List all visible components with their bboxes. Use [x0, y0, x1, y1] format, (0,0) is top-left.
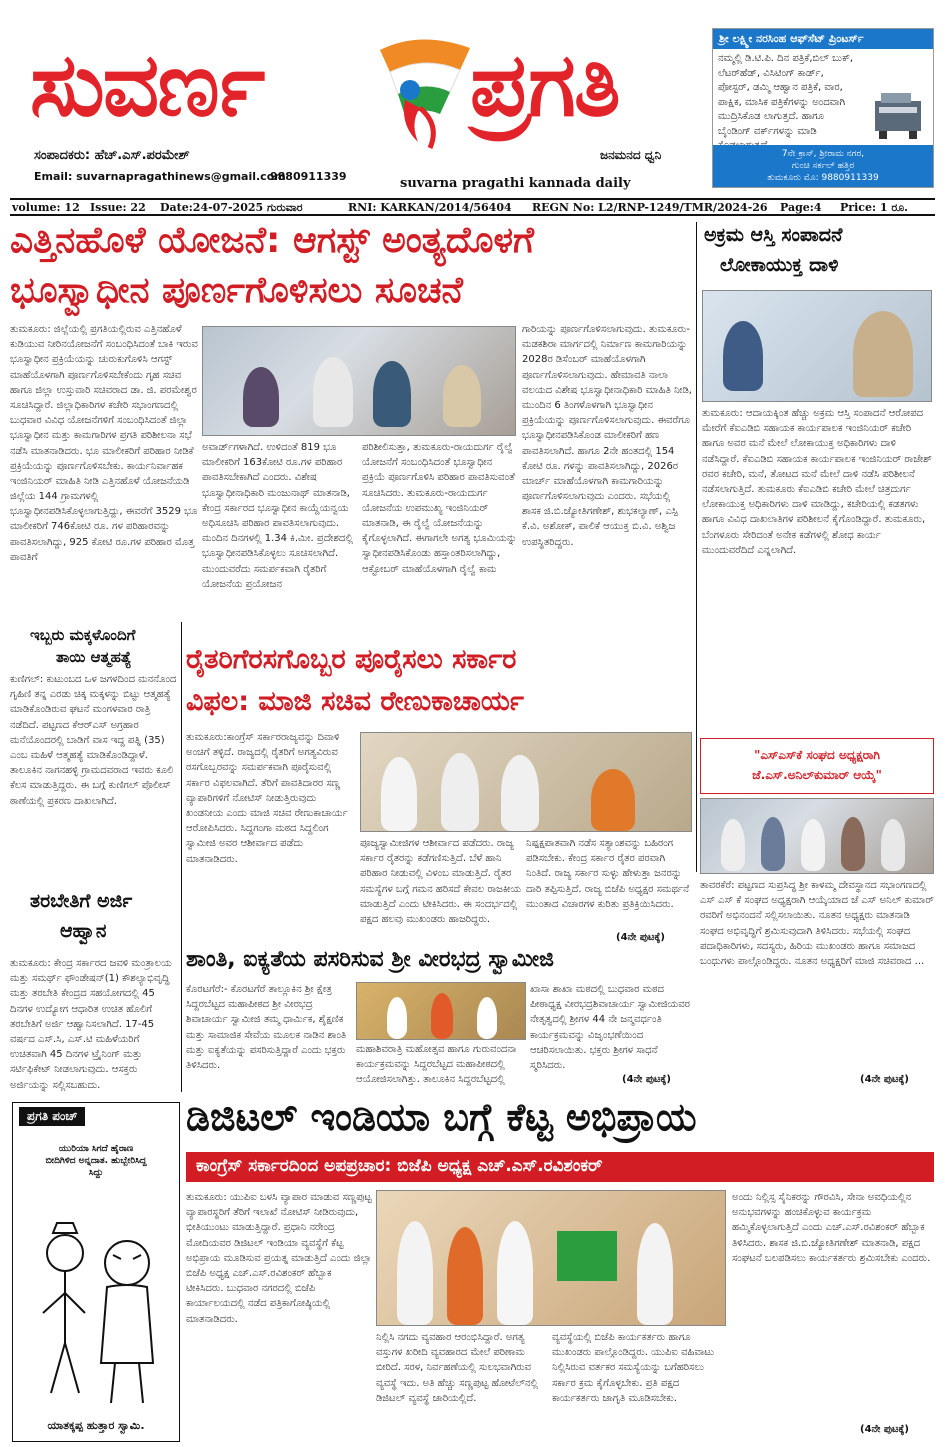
- phone-number: 9880911339: [270, 170, 347, 183]
- digital-column-2: ನಿಲ್ಲಿಸಿ ನಗದು ವ್ಯವಹಾರ ಆರಂಭಿಸಿದ್ದಾರೆ. ಅಗತ್ಯ ವಸ್ತುಗಳ ಖರೀದಿ ವ್ಯವಹಾರದ ಮೇಲೆ ಪರಿಣಾಮ ಬೀರಿದೆ. ಸರಳ, ನಿರ್ವಹಣೆಯಲ್ಲಿ ಸುಲಭವಾಗಿರುವ ವ್ಯವಸ್ಥೆ ಇದು. ಅತಿ ಹೆಚ್ಚು ಸಣ್ಣಪುಟ್ಟ ಹೋಟೆಲ್‌ನಲ್ಲಿ ಡಿಜಿಟಲ್ ವ್ಯವಸ್ಥೆ ಜಾರಿಯಲ್ಲಿದೆ.: [376, 1332, 538, 1404]
- digital-bjp-photo: [376, 1190, 726, 1326]
- logo-pragathi: ಪ್ರಗತಿ: [470, 32, 619, 136]
- digital-headline: ಡಿಜಿಟಲ್ ಇಂಡಿಯಾ ಬಗ್ಗೆ ಕೆಟ್ಟ ಅಭಿಪ್ರಾಯ: [186, 1095, 697, 1139]
- printing-machine-icon: [871, 87, 925, 141]
- cartoon-caption: ಯಾತಕ್ಕಪ್ಪ ಹುತ್ತಾರ ಸ್ವಾಮಿ.: [47, 1419, 145, 1432]
- swamiji-photo: [356, 982, 526, 1040]
- ad-contact: ತುಮಕೂರು ಮೊ: 9880911339: [767, 172, 879, 183]
- price: Price: 1 ರೂ.: [840, 201, 908, 214]
- training-body: ತುಮಕೂರು: ಕೇಂದ್ರ ಸರ್ಕಾರದ ಜವಳಿ ಮಂತ್ರಾಲಯ ಮತ್ತು ಸಮರ್ಥ್ ಫೌಂಡೇಷನ್(1) ಕೌಶಲ್ಯಾಭಿವೃದ್ಧಿ ಮತ್ತು ತರಬೇತಿ ಕೇಂದ್ರದ ಸಹಯೋಗದಲ್ಲಿ 45 ದಿನಗಳ ಉದ್ಯೋಗ ಆಧಾರಿತ ಉಚಿತ ಹೊಲಿಗೆ ತರಬೇತಿಗೆ ಅರ್ಜಿ ಆಹ್ವಾನಿಸಲಾಗಿದೆ. 17-45 ವರ್ಷದ ಎಸ್.ಸಿ, ಎಸ್.ಟಿ ಮಹಿಳೆಯರಿಗೆ ಉಚಿತವಾಗಿ 45 ದಿನಗಳ ಟ್ರೈನಿಂಗ್ ಮತ್ತು ಸರ್ಟಿಫಿಕೇಟ್ ನೀಡಲಾಗುವುದು. ಆಸಕ್ತರು ಅರ್ಜಿಯನ್ನು ಸಲ್ಲಿಸಬಹುದು.: [10, 958, 172, 1091]
- lead-column-4: ಗಾರಿಯನ್ನು ಪೂರ್ಣಗೊಳಿಸಲಾಗುವುದು. ತುಮಕೂರು-ಮಡಕಶಿರಾ ಮಾರ್ಗದಲ್ಲಿ ನಿರ್ಮಾಣ ಕಾಮಗಾರಿಯನ್ನು 2028ರ ಡಿಸೆಂಬರ್ ಮಾಹೆಯೊಳಗಾಗಿ ಪೂರ್ಣಗೊಳಿಸಲಾಗುವುದು. ಹೇಮಾವತಿ ನಾಲಾ ವಲಯದ ವಿಶೇಷ ಭೂಸ್ವಾಧೀನಾಧಿಕಾರಿ ಮಾಹಿತಿ ನೀಡಿ, ಮುಂದಿನ 6 ತಿಂಗಳೊಳಗಾಗಿ ಭೂಸ್ವಾಧೀನ ಪ್ರಕ್ರಿಯೆಯನ್ನು ಪೂರ್ಣಗೊಳಿಸಲಾಗುವುದು. ಈವರೆಗೂ ಭೂಸ್ವಾಧೀನಪಡಿಸಿಕೊಂಡ ಮಾಲೀಕರಿಗೆ ಹಣ ಪಾವತಿಸಲಾಗಿದೆ. ಹಾಗೂ 2ನೇ ಹಂತದಲ್ಲಿ 154 ಕೋಟಿ ರೂ. ಗಳನ್ನು ಪಾವತಿಸಲಾಗಿದ್ದು, 2026ರ ಮಾರ್ಚ್ ಮಾಹೆಯೊಳಗಾಗಿ ಕಾಮಗಾರಿಯನ್ನು ಪೂರ್ಣಗೊಳಿಸಲಾಗುವುದು ಎಂದರು. ಸಭೆಯಲ್ಲಿ ಶಾಸಕ ಜಿ.ಬಿ.ಜ್ಯೋತಿಗಣೇಶ್, ಶುಭಕಲ್ಯಾಣ್, ಎಸ್ಪಿ ಕೆ.ವಿ. ಅಶೋಕ್, ಪಾಲಿಕೆ ಆಯುಕ್ತ ಬಿ.ವಿ. ಅಶ್ವಿಜ ಉಪಸ್ಥಿತರಿದ್ದರು.: [522, 324, 692, 548]
- sss-headline-box: [700, 738, 934, 794]
- sss-headline-line-2: ಜೆ.ಎಸ್.ಅನಿಲ್‌ಕುಮಾರ್ ಆಯ್ಕೆ": [752, 768, 882, 783]
- sidebar-divider: [181, 622, 182, 1092]
- printer-advertisement: [712, 28, 934, 188]
- swamiji-column-3: ಖಾಸಾ ಶಾಖಾ ಮಠದಲ್ಲಿ ಬುಧವಾರ ಮಠದ ಪೀಠಾಧ್ಯಕ್ಷ ವೀರಭದ್ರಶಿವಾಚಾರ್ಯ ಸ್ವಾಮೀಜಿಯವರ ನೇತೃತ್ವದಲ್ಲಿ ಶ್ರೀಗಳ 44 ನೇ ಜನ್ಮವರ್ಧಂತಿ ಕಾರ್ಯಕ್ರಮವನ್ನು ವಿಜೃಂಭಣೆಯಿಂದ ಆಚರಿಸಲಾಯಿತು. ಭಕ್ತರು ಶ್ರೀಗಳ ಸಾಧನೆ ಸ್ಮರಿಸಿದರು.: [530, 984, 690, 1071]
- ad-footer: [713, 145, 933, 187]
- swamiji-continued: (4ನೇ ಪುಟಕ್ಕೆ): [622, 1074, 671, 1085]
- masthead: [0, 0, 945, 198]
- farmers-headline-line-1: ರೈತರಿಗೆರಸಗೊಬ್ಬರ ಪೂರೈಸಲು ಸರ್ಕಾರ: [186, 644, 517, 675]
- logo-suvarna: ಸುವರ್ಣ: [30, 32, 264, 136]
- digital-column-3: ವ್ಯವಸ್ಥೆಯಲ್ಲಿ ಬಿಜೆಪಿ ಕಾರ್ಯಕರ್ತರು ಹಾಗೂ ಮುಖಂಡರು ಪಾಲ್ಗೊಂಡಿದ್ದರು. ಯುಪಿಐ ವಹಿವಾಟು ನಿಲ್ಲಿಸಿರುವ ವರ್ತಕರ ಸಮಸ್ಯೆಯನ್ನು ಬಗೆಹರಿಸಲು ಸರ್ಕಾರ ಕ್ರಮ ಕೈಗೊಳ್ಳಬೇಕು. ಪ್ರತಿ ಪಕ್ಷದ ಕಾರ್ಯಕರ್ತರು ಜಾಗೃತಿ ಮೂಡಿಸಬೇಕು.: [552, 1332, 715, 1404]
- tagline-kannada: ಜನಮನದ ಧ್ವನಿ: [600, 148, 662, 162]
- ad-title: ಶ್ರೀ ಲಕ್ಷ್ಮೀ ನರಸಿಂಹ ಆಫ್‌ಸೆಟ್ ಪ್ರಿಂಟರ್ಸ್: [713, 29, 933, 49]
- suicide-headline-line-1: ಇಬ್ಬರು ಮಕ್ಕಳೊಂದಿಗೆ: [30, 626, 136, 644]
- page-number: Page:4: [780, 201, 822, 214]
- digital-subhead: ಕಾಂಗ್ರೆಸ್ ಸರ್ಕಾರದಿಂದ ಅಪಪ್ರಚಾರ: ಬಿಜೆಪಿ ಅಧ್ಯಕ್ಷ ಎಚ್.ಎಸ್.ರವಿಶಂಕರ್: [186, 1152, 934, 1182]
- tagline-english: suvarna pragathi kannada daily: [400, 176, 631, 191]
- digital-column-4: ಅಂದು ನಿಲ್ಲಿಸ್ಸ ಸೈನಿಕರನ್ನು ಗೌರವಿಸಿ, ಸೇನಾ ಅವಧಿಯಲ್ಲಿನ ಅನುಭವಗಳನ್ನು ಹಂಚಿಕೊಳ್ಳುವ ಕಾರ್ಯಕ್ರಮ ಹಮ್ಮಿಕೊಳ್ಳಲಾಗುತ್ತಿದೆ ಎಂದು ಎಚ್.ಎಸ್.ರವಿಶಂಕರ್ ಹೆಬ್ಬಾಕ ತಿಳಿಸಿದರು. ಶಾಸಕ ಜಿ.ಬಿ.ಜ್ಯೋತಿಗಣೇಶ್ ಮಾತನಾಡಿ, ಪಕ್ಷದ ಸಂಘಟನೆ ಬಲಪಡಿಸಲು ಕಾರ್ಯಕರ್ತರು ಶ್ರಮಿಸಬೇಕು ಎಂದರು.: [732, 1192, 931, 1264]
- farmers-photo: [360, 732, 692, 832]
- lead-column-1: ತುಮಕೂರು: ಜಿಲ್ಲೆಯಲ್ಲಿ ಪ್ರಗತಿಯಲ್ಲಿರುವ ಎತ್ತಿನಹೊಳೆ ಕುಡಿಯುವ ನೀರಿನಯೋಜನೆಗೆ ಸಂಬಂಧಿಸಿದಂತೆ ಬಾಕಿ ಇರುವ ಭೂಸ್ವಾಧೀನ ಪ್ರಕ್ರಿಯೆಯನ್ನು ಚುರುಕುಗೊಳಿಸಿ ಆಗಸ್ಟ್ ಮಾಹೆಯೊಳಗಾಗಿ ಪೂರ್ಣಗೊಳಿಸಬೇಕೆಂದು ಗೃಹ ಸಚಿವ ಹಾಗೂ ಜಿಲ್ಲಾ ಉಸ್ತುವಾರಿ ಸಚಿವರಾದ ಡಾ. ಜಿ. ಪರಮೇಶ್ವರ ಸೂಚಿಸಿದ್ದಾರೆ. ಜಿಲ್ಲಾಧಿಕಾರಿಗಳ ಕಚೇರಿ ಸಭಾಂಗಣದಲ್ಲಿ ಬುಧವಾರ ವಿವಿಧ ಯೋಜನೆಗಳಿಗೆ ಸಂಬಂಧಿಸಿದಂತೆ ಜಿಲ್ಲಾ ಭೂಸ್ವಾಧೀನ ಮತ್ತು ಕಾಮಗಾರಿಗಳ ಪ್ರಗತಿ ಪರಿಶೀಲನಾ ಸಭೆ ನಡೆಸಿ ಮಾತನಾಡಿದರು. ಭೂ ಮಾಲೀಕರಿಗೆ ಪರಿಹಾರ ನೀಡಿಕೆ ಪ್ರಕ್ರಿಯೆಯನ್ನು ಪೂರ್ಣಗೊಳಿಸಬೇಕು. ಕಾರ್ಯನಿರ್ವಾಹಕ ಇಂಜಿನಿಯರ್ ಮಾಹಿತಿ ನೀಡಿ ಎತ್ತಿನಹೊಳೆ ಯೋಜನೆಯಡಿ ಜಿಲ್ಲೆಯ 144 ಗ್ರಾಮಗಳಲ್ಲಿ ಭೂಸ್ವಾಧೀನಪಡಿಸಿಕೊಳ್ಳಲಾಗುತ್ತಿದ್ದು, ಈವರೆಗೆ 3529 ಭೂ ಮಾಲೀಕರಿಗೆ 746ಕೋಟಿ ರೂ. ಗಳ ಪರಿಹಾರವನ್ನು ಪಾವತಿಸಲಾಗಿದ್ದು, 925 ಕೋಟಿ ರೂ.ಗಳ ಪರಿಹಾರ ಮೊತ್ತ ಪಾವತಿಗೆ: [10, 324, 198, 563]
- rni-number: RNI: KARKAN/2014/56404: [348, 201, 512, 214]
- cartoon-speech: ಯುರಿಯಾ ಸಿಗದೆ ಹೈರಾಣ ಬೀದಿಗಿಳಿದ ಅನ್ನದಾತ. ಹುಬ್ಬೇರಿಸಿದ್ದ ಸಿದ್ದು: [45, 1144, 147, 1179]
- sss-headline-line-1: "ಎಸ್‌ಎಸ್‌ಕೆ ಸಂಘದ ಅಧ್ಯಕ್ಷರಾಗಿ: [754, 748, 880, 762]
- ad-address-1: 7ನೇ ಕ್ರಾಸ್, ಶ್ರೀರಾಮ ನಗರ,: [781, 148, 865, 159]
- pragathi-punch-cartoon: [12, 1102, 180, 1442]
- farmers-column-2: ಪೂಜ್ಯಸ್ವಾಮೀಜಿಗಳ ಆಶೀರ್ವಾದ ಪಡೆದರು. ರಾಜ್ಯ ಸರ್ಕಾರ ರೈತರನ್ನು ಕಡೆಗಣಿಸುತ್ತಿದೆ. ಬೆಳೆ ಹಾನಿ ಪರಿಹಾರ ನೀಡುವಲ್ಲಿ ವಿಳಂಬ ಮಾಡುತ್ತಿದೆ. ರೈತರ ಸಮಸ್ಯೆಗಳ ಬಗ್ಗೆ ಗಮನ ಹರಿಸದೆ ಕೇವಲ ರಾಜಕೀಯ ಮಾಡುತ್ತಿದೆ ಎಂದು ಟೀಕಿಸಿದರು. ಈ ಸಂದರ್ಭದಲ್ಲಿ ಪಕ್ಷದ ಹಲವು ಮುಖಂಡರು ಹಾಜರಿದ್ದರು.: [360, 838, 522, 925]
- swamiji-column-1: ಕೊರಟಗೆರೆ:- ಕೊರಟಗೆರೆ ತಾಲ್ಲೂಕಿನ ಶ್ರೀ ಕ್ಷೇತ್ರ ಸಿದ್ದರಬೆಟ್ಟದ ಮಹಾಪೀಠದ ಶ್ರೀ ವೀರಭದ್ರ ಶಿವಾಚಾರ್ಯ ಸ್ವಾಮೀಜಿ ತಮ್ಮ ಧಾರ್ಮಿಕ, ಶೈಕ್ಷಣಿಕ ಮತ್ತು ಸಾಮಾಜಿಕ ಸೇವೆಯ ಮೂಲಕ ನಾಡಿನ ಶಾಂತಿ ಮತ್ತು ಐಕ್ಯತೆಯನ್ನು ಪಸರಿಸುತ್ತಿದ್ದಾರೆ ಎಂದು ಭಕ್ತರು ತಿಳಿಸಿದರು.: [186, 984, 347, 1071]
- suicide-body: ಕುಣಿಗಲ್: ಕುಟುಂಬದ ಒಳ ಜಗಳದಿಂದ ಮನನೊಂದ ಗೃಹಿಣಿ ತನ್ನ ಎರಡು ಚಿಕ್ಕ ಮಕ್ಕಳನ್ನು ಬಿಟ್ಟು ಆತ್ಮಹತ್ಯೆ ಮಾಡಿಕೊಂಡಿರುವ ಘಟನೆ ಮಂಗಳವಾರ ರಾತ್ರಿ ನಡೆದಿದೆ. ಪಟ್ಟಣದ ಕೆಆರ್‌ಎಸ್ ಅಗ್ರಹಾರ ಮನೆಯೊಂದರಲ್ಲಿ ಬಾಡಿಗೆ ವಾಸ ಇದ್ದ ಪತ್ನಿ (35) ಎಂಬ ಮಹಿಳೆ ಆತ್ಮಹತ್ಯೆ ಮಾಡಿಕೊಂಡಿದ್ದಾಳೆ. ತಾಲೂಕಿನ ನಾಗನಹಳ್ಳಿ ಗ್ರಾಮದವರಾದ ಇವರು ಕೂಲಿ ಕೆಲಸ ಮಾಡುತ್ತಿದ್ದರು. ಈ ಬಗ್ಗೆ ಕುಣಿಗಲ್ ಪೊಲೀಸ್ ಠಾಣೆಯಲ್ಲಿ ಪ್ರಕರಣ ದಾಖಲಾಗಿದೆ.: [10, 674, 177, 807]
- suicide-headline-line-2: ತಾಯಿ ಆತ್ಮಹತ್ಯೆ: [56, 648, 132, 666]
- ad-address-2: ಗುಂಚಿ ಸರ್ಕಲ್ ಹತ್ತಿರ: [791, 160, 855, 171]
- lokayukta-headline-line-2: ಲೋಕಾಯುಕ್ತ ದಾಳಿ: [720, 254, 839, 276]
- date: Date:24-07-2025 ಗುರುವಾರ: [160, 201, 303, 214]
- issue-info-bar: [10, 198, 935, 216]
- issue: Issue: 22: [90, 201, 146, 214]
- cartoon-figures-icon: [23, 1193, 171, 1413]
- column-divider: [696, 222, 697, 872]
- farmers-column-3: ನಿಷ್ಪಕ್ಷಪಾತವಾಗಿ ನಡೆಸ ಸತ್ಯಾಂಶವನ್ನು ಬಹಿರಂಗ ಪಡಿಸಬೇಕು. ಕೇಂದ್ರ ಸರ್ಕಾರ ರೈತರ ಪರವಾಗಿ ನಿಂತಿದೆ. ರಾಜ್ಯ ಸರ್ಕಾರ ಸುಳ್ಳು ಹೇಳುತ್ತಾ ಜನರನ್ನು ದಾರಿ ತಪ್ಪಿಸುತ್ತಿದೆ. ರಾಜ್ಯ ಬಿಜೆಪಿ ಅಧ್ಯಕ್ಷರ ಸಮರ್ಥನೆ ಮುಂತಾದ ವಿಚಾರಗಳ ಕುರಿತು ಪ್ರತಿಕ್ರಿಯಿಸಿದರು.: [526, 838, 690, 910]
- logo-emblem-icon: [370, 30, 480, 150]
- cartoon-label: ಪ್ರಗತಿ ಪಂಚ್: [19, 1107, 85, 1126]
- sss-group-photo: [700, 798, 934, 874]
- swamiji-column-2: ಮಹಾಶಿವರಾತ್ರಿ ಮಹೋತ್ಸವ ಹಾಗೂ ಗುರುವಂದನಾ ಕಾರ್ಯಕ್ರಮವನ್ನು ಸಿದ್ದರಬೆಟ್ಟದ ಮಹಾಪೀಠದಲ್ಲಿ ಆಯೋಜಿಸಲಾಗಿತ್ತು. ತಾಲೂಕಿನ ಸಿದ್ದರಬೆಟ್ಟದಲ್ಲಿ: [356, 1044, 517, 1086]
- sss-continued: (4ನೇ ಪುಟಕ್ಕೆ): [860, 1074, 909, 1085]
- training-headline-line-1: ತರಬೇತಿಗೆ ಅರ್ಜಿ: [30, 890, 133, 912]
- lokayukta-body: ತುಮಕೂರು: ಆದಾಯಕ್ಕಿಂತ ಹೆಚ್ಚು ಅಕ್ರಮ ಆಸ್ತಿ ಸಂಪಾದನೆ ಆರೋಪದ ಮೇರೆಗೆ ಕೆಐಎಡಿಬಿ ಸಹಾಯಕ ಕಾರ್ಯಪಾಲಕ ಇಂಜಿನಿಯರ್ ಕಚೇರಿ ಹಾಗೂ ಅವರ ಮನೆ ಮೇಲೆ ಲೋಕಾಯುಕ್ತ ಅಧಿಕಾರಿಗಳು ದಾಳಿ ನಡೆಸಿದ್ದಾರೆ. ಕೆಐಎಡಿಬಿ ಸಹಾಯಕ ಕಾರ್ಯಪಾಲಕ ಇಂಜಿನಿಯರ್ ರಾಜೇಶ್ ರವರ ಕಚೇರಿ, ಮನೆ, ತೋಟದ ಮನೆ ಮೇಲೆ ದಾಳಿ ನಡೆಸಿ ಪರಿಶೀಲನೆ ನಡೆಸಲಾಗುತ್ತಿದೆ. ತುಮಕೂರು ಕೆಐಎಡಿಬಿ ಕಚೇರಿ ಮೇಲೆ ಚಿತ್ರದುರ್ಗ ಲೋಕಾಯುಕ್ತ ಅಧಿಕಾರಿಗಳು ದಾಳಿ ಮಾಡಿದ್ದು, ಕಚೇರಿಯಲ್ಲಿ ಕಡತಗಳು ಹಾಗೂ ವಿವಿಧ ದಾಖಲಾತಿಗಳ ಪರಿಶೀಲನೆ ಕೈಗೊಂಡಿದ್ದಾರೆ. ತುಮಕೂರು, ಬೆಂಗಳೂರು ಸೇರಿದಂತೆ ಅನೇಕ ಕಡೆಗಳಲ್ಲಿ ಶೋಧ ಕಾರ್ಯ ಮುಂದುವರೆದಿದೆ ಎನ್ನಲಾಗಿದೆ.: [702, 408, 932, 556]
- regn-number: REGN No: L2/RNP-1249/TMR/2024-26: [532, 201, 768, 214]
- training-headline-line-2: ಆಹ್ವಾನ: [60, 920, 107, 942]
- swamiji-headline: ಶಾಂತಿ, ಐಕ್ಯತೆಯ ಪಸರಿಸುವ ಶ್ರೀ ವೀರಭದ್ರ ಸ್ವಾಮೀಜಿ: [186, 947, 554, 972]
- lead-column-2: ಅವಾರ್ಡ್‌ಗಳಾಗಿದೆ. ಉಳಿದಂತೆ 819 ಭೂ ಮಾಲೀಕರಿಗೆ 163ಕೋಟಿ ರೂ.ಗಳ ಪರಿಹಾರ ಪಾವತಿಸಬೇಕಾಗಿದೆ ಎಂದರು. ವಿಶೇಷ ಭೂಸ್ವಾಧೀನಾಧಿಕಾರಿ ಮಂಜುನಾಥ್ ಮಾತನಾಡಿ, ಕೇಂದ್ರ ಸರ್ಕಾರದ ಭೂಸ್ವಾಧೀನ ಕಾಯ್ದೆಯನ್ವಯ ಅಧಿಸೂಚಿಸಿ ಪರಿಹಾರ ಪಾವತಿಸಲಾಗುವುದು. ಮಂದಿನ ದಿನಗಳಲ್ಲಿ 1.34 ಕಿ.ಮೀ. ಪ್ರದೇಶದಲ್ಲಿ ಭೂಸ್ವಾಧೀನಪಡಿಸಿಕೊಳ್ಳಲು ಸೂಚಿಸಲಾಗಿದೆ. ಮುಂದುವರೆದು ಸಮರ್ಪಕವಾಗಿ ರೈತರಿಗೆ ಯೋಜನೆಯ ಪ್ರಯೋಜನ: [202, 442, 353, 590]
- farmers-column-1: ತುಮಕೂರು:ಕಾಂಗ್ರೆಸ್ ಸರ್ಕಾರರಾಜ್ಯವನ್ನು ದಿವಾಳಿ ಅಂಚಿಗೆ ತಳ್ಳಿದೆ. ರಾಜ್ಯದಲ್ಲಿ ರೈತರಿಗೆ ಅಗತ್ಯವಿರುವ ರಸಗೊಬ್ಬರವನ್ನು ಸಮರ್ಪಕವಾಗಿ ಪೂರೈಸುವಲ್ಲಿ ಸರ್ಕಾರ ವಿಫಲವಾಗಿದೆ. ತೆರಿಗೆ ಪಾವತಿದಾರರ ಸಣ್ಣ ವ್ಯಾಪಾರಿಗಳಿಗೆ ನೋಟಿಸ್ ನೀಡುತ್ತಿರುವುದು ಖಂಡನೀಯ ಎಂದು ಮಾಜಿ ಸಚಿವ ರೇಣುಕಾಚಾರ್ಯ ಆರೋಪಿಸಿದರು. ಸಿದ್ದಗಂಗಾ ಮಠದ ಸಿದ್ದಲಿಂಗ ಸ್ವಾಮೀಜಿ ಅವರ ಆಶೀರ್ವಾದ ಪಡೆದು ಮಾತನಾಡಿದರು.: [186, 732, 348, 865]
- email-address[interactable]: Email: suvarnapragathinews@gmail.com: [34, 170, 286, 183]
- lead-headline-line-2: ಭೂಸ್ವಾಧೀನ ಪೂರ್ಣಗೊಳಿಸಲು ಸೂಚನೆ: [10, 270, 463, 311]
- lokayukta-raid-photo: [702, 290, 932, 402]
- sss-body: ತಾವರಕೆರೆ: ಪಟ್ಟಣದ ಸುಪ್ರಸಿದ್ಧ ಶ್ರೀ ಕಾಳಮ್ಮ ದೇವಸ್ಥಾನದ ಸಭಾಂಗಣದಲ್ಲಿ ಎಸ್ ಎಸ್ ಕೆ ಸಂಘದ ಅಧ್ಯಕ್ಷರಾಗಿ ಆಯ್ಕೆಯಾದ ಜೆ ಎಸ್ ಅನಿಲ್ ಕುಮಾರ್ ರವರಿಗೆ ಅಭಿನಂದನೆ ಸಲ್ಲಿಸಲಾಯಿತು. ನೂತನ ಅಧ್ಯಕ್ಷರು ಮಾತನಾಡಿ ಸಂಘದ ಅಭಿವೃದ್ಧಿಗೆ ಶ್ರಮಿಸುವುದಾಗಿ ತಿಳಿಸಿದರು. ಸಭೆಯಲ್ಲಿ ಸಂಘದ ಪದಾಧಿಕಾರಿಗಳು, ಸದಸ್ಯರು, ಹಿರಿಯ ಮುಖಂಡರು ಹಾಗೂ ಸಮಾಜದ ಬಂಧುಗಳು ಪಾಲ್ಗೊಂಡಿದ್ದರು. ನೂತನ ಅಧ್ಯಕ್ಷರಿಗೆ ಮಾಜಿ ಸಚಿವರಾದ ...: [700, 880, 934, 967]
- farmers-continued: (4ನೇ ಪುಟಕ್ಕೆ): [616, 932, 665, 943]
- volume: volume: 12: [12, 201, 80, 214]
- ad-body: ನಮ್ಮಲ್ಲಿ ಡಿ.ಟಿ.ಪಿ. ದಿನ ಪತ್ರಿಕೆ,ಬಿಲ್ ಬುಕ್, ಲೆಟರ್‌ಹೆಡ್, ವಿಸಿಟಿಂಗ್ ಕಾರ್ಡ್, ಪೋಸ್ಟರ್, ಡಮ್ಮಿ ಆಹ್ವಾನ ಪತ್ರಿಕೆ, ವಾರ, ಪಾಕ್ಷಿಕ, ಮಾಸಿಕ ಪತ್ರಿಕೆಗಳನ್ನು ಅಂದವಾಗಿ ಮುದ್ರಿಸಿಕೊಡ ಲಾಗುತ್ತದೆ. ಹಾಗೂ ಬೈಂಡಿಂಗ್ ವರ್ಕ್‌ಗಳನ್ನು ಮಾಡಿ: [718, 53, 854, 137]
- lead-headline-line-1: ಎತ್ತಿನಹೊಳೆ ಯೋಜನೆ: ಆಗಸ್ಟ್ ಅಂತ್ಯದೊಳಗೆ: [10, 220, 534, 261]
- farmers-headline-line-2: ವಿಫಲ: ಮಾಜಿ ಸಚಿವ ರೇಣುಕಾಚಾರ್ಯ: [186, 686, 524, 717]
- digital-column-1: ತುಮಕೂರು: ಯುಪಿಐ ಬಳಸಿ ವ್ಯಾಪಾರ ಮಾಡುವ ಸಣ್ಣಪುಟ್ಟ ವ್ಯಾಪಾರಸ್ಥರಿಗೆ ತೆರಿಗೆ ಇಲಾಖೆ ನೋಟಿಸ್ ನೀಡಿರುವುದು, ಭೀತಿಯುಂಟು ಮಾಡುತ್ತಿದ್ದಾರೆ. ಪ್ರಧಾನಿ ನರೇಂದ್ರ ಮೋದಿಯವರ ಡಿಜಿಟಲ್ ಇಂಡಿಯಾ ವ್ಯವಸ್ಥೆಗೆ ಕೆಟ್ಟ ಅಭಿಪ್ರಾಯ ಮೂಡಿಸುವ ಪ್ರಯತ್ನ ಮಾಡುತ್ತಿದೆ ಎಂದು ಜಿಲ್ಲಾ ಬಿಜೆಪಿ ಅಧ್ಯಕ್ಷ ಎಚ್.ಎಸ್.ರವಿಶಂಕರ್ ಹೆಬ್ಬಾಕ ಟೀಕಿಸಿದರು. ಬುಧವಾರ ನಗರದಲ್ಲಿ ಬಿಜೆಪಿ ಕಾರ್ಯಾಲಯದಲ್ಲಿ ನಡೆದ ಪತ್ರಿಕಾಗೋಷ್ಠಿಯಲ್ಲಿ ಮಾತನಾಡಿದರು.: [186, 1192, 372, 1325]
- lokayukta-headline-line-1: ಅಕ್ರಮ ಆಸ್ತಿ ಸಂಪಾದನೆ: [704, 224, 843, 246]
- editor-name: ಸಂಪಾದಕರು: ಹೆಚ್.ಎಸ್.ಪರಮೇಶ್: [34, 148, 190, 163]
- lead-column-3: ಪರಿಶೀಲಿಸುತ್ತಾ, ತುಮಕೂರು-ರಾಯದುರ್ಗ ರೈಲ್ವೆ ಯೋಜನೆಗೆ ಸಂಬಂಧಿಸಿದಂತೆ ಭೂಸ್ವಾಧೀನ ಪ್ರಕ್ರಿಯೆ ಪೂರ್ಣಗೊಳಿಸಿ ಪರಿಹಾರ ಪಾವತಿಸುವಂತೆ ಸೂಚಿಸಿದರು. ತುಮಕೂರು-ರಾಯದುರ್ಗ ಯೋಜನೆಯ ಉಪಮುಖ್ಯ ಇಂಜಿನಿಯರ್ ಮಾತನಾಡಿ, ಈ ರೈಲ್ವೆ ಯೋಜನೆಯನ್ನು ಕೈಗೊಳ್ಳಲಾಗಿದೆ. ಈಗಾಗಲೇ ಅಗತ್ಯ ಭೂಮಿಯನ್ನು ಸ್ವಾಧೀನಪಡಿಸಿಕೊಂಡು ಹಸ್ತಾಂತರಿಸಲಾಗಿದ್ದು, ಆಕ್ಟೋಬರ್ ಮಾಹೆಯೊಳಗಾಗಿ ರೈಲ್ವೆ ಕಾಮ: [362, 442, 517, 575]
- lead-meeting-photo: [202, 326, 516, 436]
- digital-continued: (4ನೇ ಪುಟಕ್ಕೆ): [860, 1424, 909, 1435]
